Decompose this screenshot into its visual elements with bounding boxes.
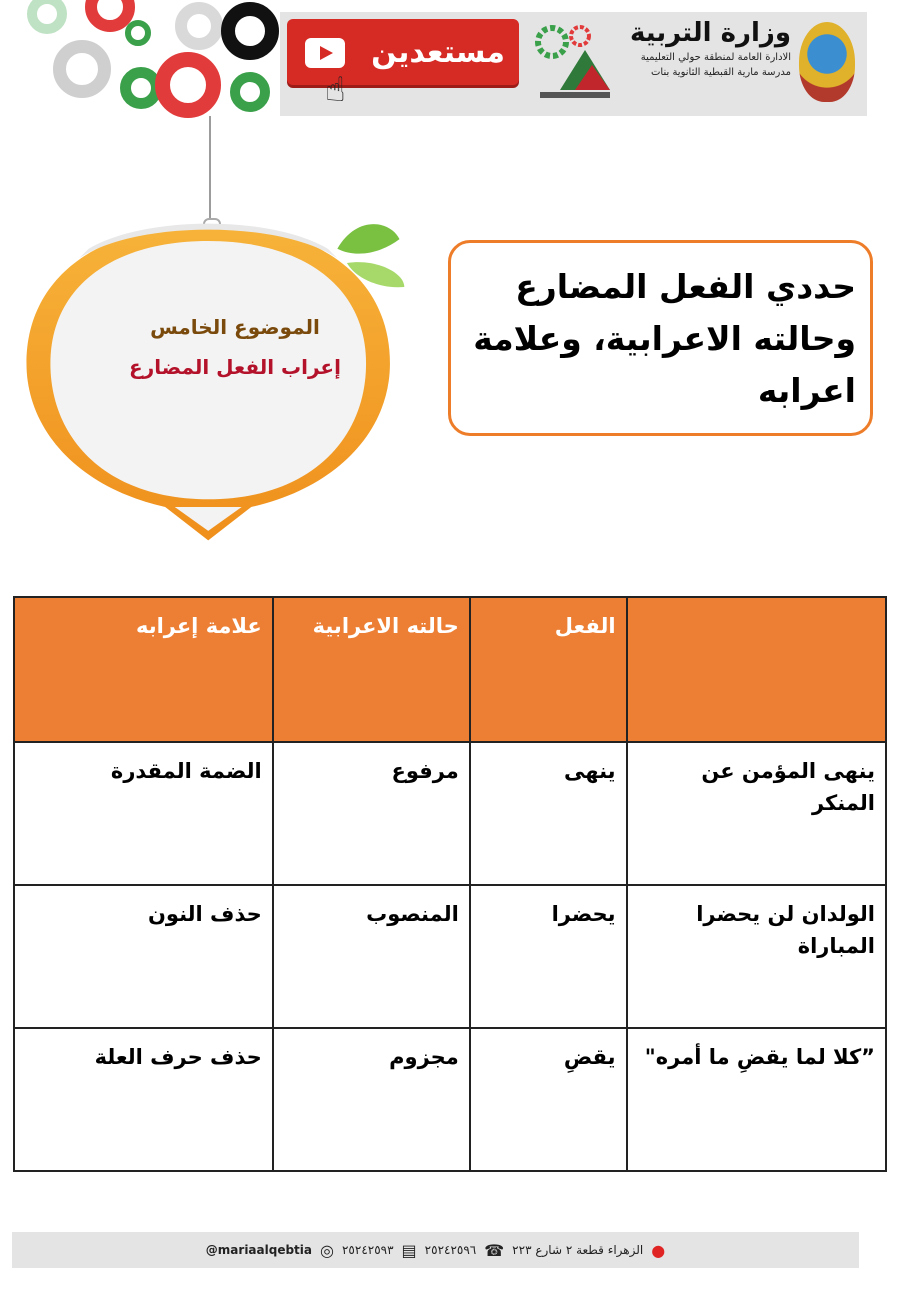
table-row [14, 885, 886, 1028]
cell-sign: حذف النون [14, 885, 273, 1028]
header-sentence [627, 597, 886, 742]
exercise-table [13, 596, 887, 1172]
footer-address: الزهراء قطعة ٢ شارع ٢٢٣ [512, 1243, 644, 1257]
header-verb: الفعل [470, 597, 627, 742]
cell-case: مرفوع [273, 742, 470, 885]
school-name: مدرسة مارية القبطية الثانوية بنات [651, 67, 791, 78]
footer-fax: ٢٥٢٤٢٥٩٣ [341, 1243, 394, 1257]
fax-icon: ▤ [401, 1240, 417, 1260]
youtube-play-icon [305, 38, 345, 68]
tag-shape-icon [15, 220, 411, 550]
ready-youtube-button[interactable] [287, 19, 519, 85]
table-row [14, 742, 886, 885]
gears-decoration [25, 12, 280, 116]
table-header-row [14, 597, 886, 742]
cell-case: مجزوم [273, 1028, 470, 1171]
instruction-box [448, 240, 873, 436]
table-row [14, 1028, 886, 1171]
footer-bar [12, 1232, 859, 1268]
cell-sign: الضمة المقدرة [14, 742, 273, 885]
location-pin-icon: ● [651, 1240, 666, 1260]
ready-button-label: مستعدين [371, 34, 505, 70]
cell-case: المنصوب [273, 885, 470, 1028]
footer-phone: ٢٥٢٤٢٥٩٦ [424, 1243, 477, 1257]
cell-verb: يقضِ [470, 1028, 627, 1171]
cell-verb: ينهى [470, 742, 627, 885]
header-banner [25, 12, 867, 116]
ministry-title: وزارة التربية [629, 18, 791, 48]
cell-sentence: ”كلا لما يقضِ ما أمره" [627, 1028, 886, 1171]
cell-sign: حذف حرف العلة [14, 1028, 273, 1171]
cell-sentence: ينهى المؤمن عن المنكر [627, 742, 886, 885]
ministry-header [630, 18, 791, 78]
instagram-icon[interactable]: ◎ [320, 1240, 334, 1260]
cell-sentence: الولدان لن يحضرا المباراة [627, 885, 886, 1028]
cell-verb: يحضرا [470, 885, 627, 1028]
hanging-string [209, 116, 211, 222]
topic-title-block [95, 315, 375, 379]
instruction-text: حددي الفعل المضارع وحالته الاعرابية، وعلامة اعرابه [473, 267, 856, 410]
header-case: حالته الاعرابية [273, 597, 470, 742]
topic-label: الموضوع الخامس [150, 315, 320, 339]
header-sign: علامة إعرابه [14, 597, 273, 742]
hand-cursor-icon: ☝ [325, 70, 346, 110]
kuwait-emblem-icon [799, 22, 855, 102]
topic-title: إعراب الفعل المضارع [129, 355, 341, 379]
ministry-subtitle: الادارة العامة لمنطقة حولي التعليمية [640, 52, 791, 63]
footer-instagram[interactable]: @mariaalqebtia [205, 1243, 313, 1257]
topic-tag [15, 220, 415, 565]
school-logo-icon [530, 20, 610, 106]
phone-icon: ☎ [484, 1240, 505, 1260]
